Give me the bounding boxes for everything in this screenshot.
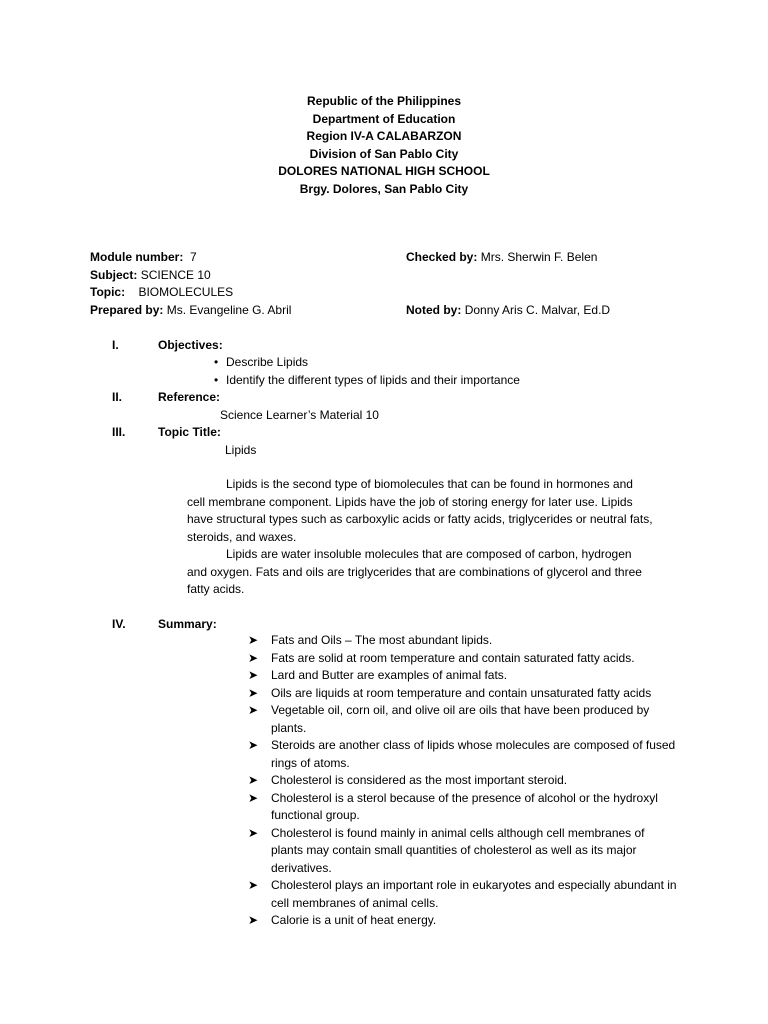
checked-by-row [406, 249, 746, 267]
list-item: ➤ Cholesterol is found mainly in animal cells although cell membranes of plants may contain small quantities of cholesterol as well as its major derivatives. [248, 825, 645, 875]
arrow-bullet-icon: ➤ [248, 668, 259, 682]
section-number: I. [112, 338, 119, 352]
section-number: IV. [112, 617, 126, 631]
paragraph-line: cell membrane component. Lipids have the job of storing energy for later use. Lipids [187, 494, 633, 509]
module-number-row [90, 249, 390, 267]
summary-list [248, 632, 678, 930]
list-item: ➤ Cholesterol is considered as the most important steroid. [248, 772, 678, 790]
lipids-paragraph-1 [187, 476, 687, 546]
school-header [0, 93, 768, 198]
header-line: Republic of the Philippines [306, 94, 461, 108]
arrow-bullet-icon: ➤ [248, 738, 259, 752]
header-line: Brgy. Dolores, San Pablo City [299, 181, 469, 196]
subject-label: Subject: [90, 267, 138, 282]
arrow-bullet-icon: ➤ [248, 825, 259, 840]
list-item: • Describe Lipids [212, 354, 520, 372]
arrow-bullet-icon: ➤ [248, 913, 259, 927]
list-item: • Identify the different types of lipids and their importance [212, 372, 520, 390]
topic-title-text: Lipids [225, 443, 257, 457]
section-number: II. [112, 390, 123, 404]
arrow-bullet-icon: ➤ [248, 650, 259, 665]
noted-by-label: Noted by: [406, 302, 462, 317]
arrow-bullet-icon: ➤ [248, 685, 259, 700]
module-info [90, 249, 390, 319]
prepared-by-row [90, 302, 390, 320]
list-item: ➤ Fats are solid at room temperature and contain saturated fatty acids. [248, 650, 678, 668]
list-item: ➤ Cholesterol plays an important role in eukaryotes and especially abundant in cell membranes of animal cells. [248, 878, 677, 910]
list-item: ➤ Oils are liquids at room temperature and contain unsaturated fatty acids [248, 685, 678, 703]
header-line: Department of Education [312, 111, 456, 126]
list-item: ➤ Cholesterol is a sterol because of the presence of alcohol or the hydroxyl functional group. [248, 790, 658, 822]
noted-by-row [406, 302, 746, 320]
list-item: ➤ Lard and Butter are examples of animal fats. [248, 667, 678, 685]
topic-value: BIOMOLECULES [138, 285, 234, 299]
paragraph-line: Lipids are water insoluble molecules that are composed of carbon, hydrogen [226, 547, 632, 561]
paragraph-line: have structural types such as carboxylic acids or fatty acids, triglycerides or neutral fats, [187, 512, 653, 526]
list-item: ➤ Steroids are another class of lipids whose molecules are composed of fused rings of atoms. [248, 738, 676, 770]
objectives-list [212, 354, 520, 389]
arrow-bullet-icon: ➤ [248, 703, 259, 717]
checked-by-label: Checked by: [406, 250, 478, 264]
arrow-bullet-icon: ➤ [248, 878, 259, 892]
subject-value: SCIENCE 10 [140, 267, 211, 282]
approval-info [406, 249, 746, 319]
paragraph-line: fatty acids. [187, 582, 245, 596]
paragraph-line: steroids, and waxes. [187, 529, 297, 544]
header-line: Division of San Pablo City [309, 146, 459, 161]
subject-row [90, 267, 390, 285]
section-number: III. [112, 425, 126, 439]
topic-label: Topic: [90, 285, 126, 299]
noted-by-value: Donny Aris C. Malvar, Ed.D [464, 302, 611, 317]
topic-row [90, 284, 390, 302]
lipids-paragraph-2 [187, 546, 687, 599]
section-title: Reference: [158, 390, 221, 404]
arrow-bullet-icon: ➤ [248, 790, 259, 805]
module-number-value: 7 [190, 250, 197, 264]
prepared-by-value: Ms. Evangeline G. Abril [166, 302, 292, 317]
section-title: Summary: [158, 617, 217, 631]
arrow-bullet-icon: ➤ [248, 773, 259, 787]
section-title: Objectives: [158, 338, 223, 352]
list-item: ➤ Calorie is a unit of heat energy. [248, 912, 678, 930]
paragraph-line: and oxygen. Fats and oils are triglycerides that are combinations of glycerol and three [187, 564, 642, 579]
reference-text: Science Learner’s Material 10 [220, 408, 379, 422]
module-number-label: Module number: [90, 250, 184, 264]
prepared-by-label: Prepared by: [90, 302, 164, 317]
paragraph-line: Lipids is the second type of biomolecules that can be found in hormones and [226, 477, 633, 491]
header-line: Region IV-A CALABARZON [306, 129, 462, 143]
section-title: Topic Title: [158, 425, 221, 439]
list-item: ➤ Vegetable oil, corn oil, and olive oil are oils that have been produced by plants. [248, 703, 650, 735]
list-item: ➤ Fats and Oils – The most abundant lipids. [248, 632, 678, 650]
checked-by-value: Mrs. Sherwin F. Belen [480, 250, 598, 264]
arrow-bullet-icon: ➤ [248, 633, 259, 647]
header-line: DOLORES NATIONAL HIGH SCHOOL [278, 164, 490, 178]
